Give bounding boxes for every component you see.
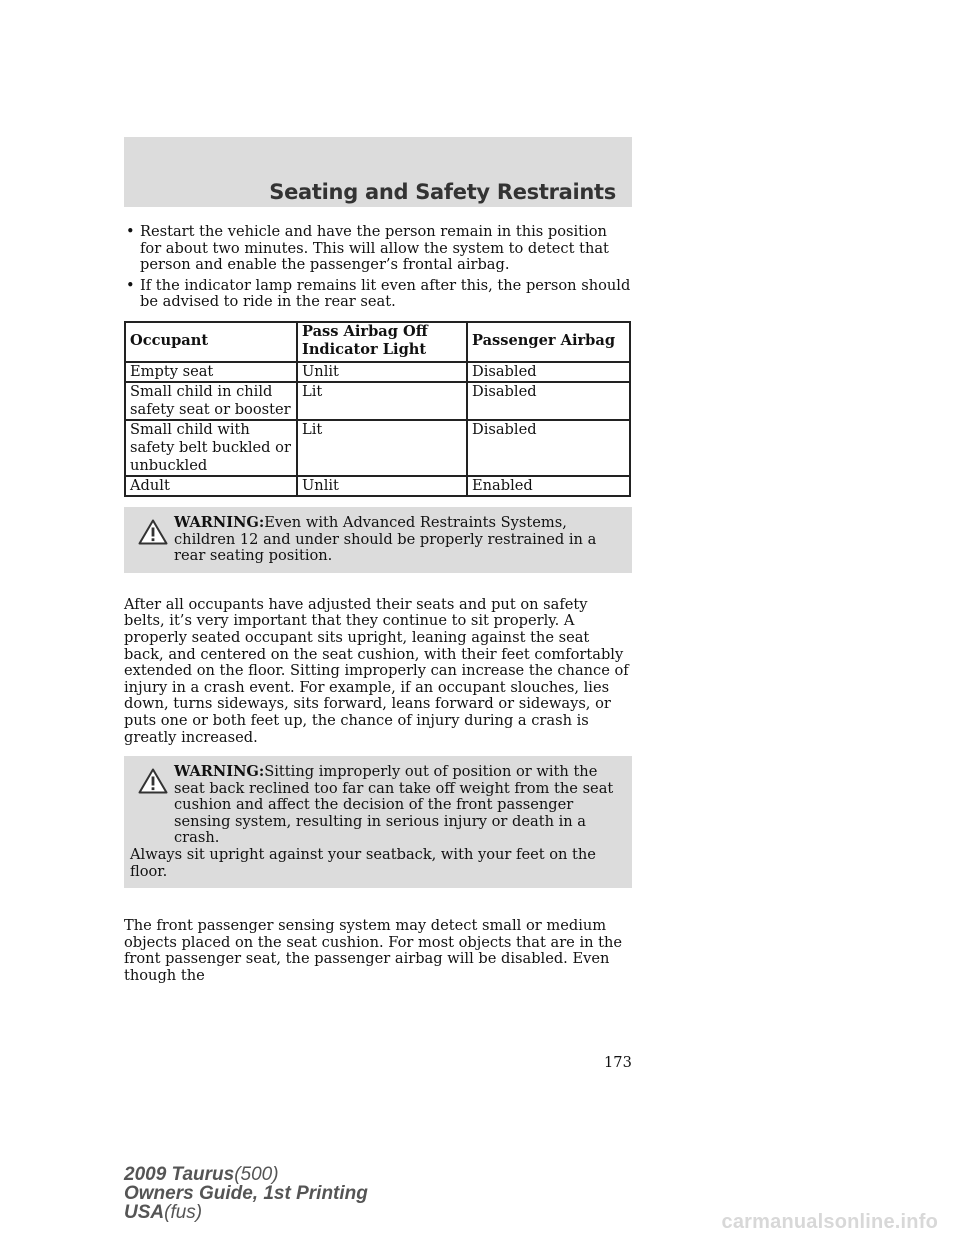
table-cell: Small child in child safety seat or booster xyxy=(125,382,297,420)
warning-triangle-icon xyxy=(138,768,168,794)
table-row xyxy=(125,476,630,496)
warning-text xyxy=(130,515,624,565)
warning-body: Even with Advanced Restraints Systems, children 12 and under should be properly restrained in a rear seating position. xyxy=(174,513,597,565)
table-cell: Lit xyxy=(297,420,467,476)
table-cell: Disabled xyxy=(467,382,630,420)
bullet-dot: • xyxy=(126,223,135,240)
warning-label: WARNING: xyxy=(174,513,265,531)
table-cell: Enabled xyxy=(467,476,630,496)
table-cell: Disabled xyxy=(467,420,630,476)
page-content xyxy=(124,224,632,985)
footer-guide: Owners Guide, 1st Printing xyxy=(124,1183,368,1204)
section-title: Seating and Safety Restraints xyxy=(269,180,616,204)
table-row xyxy=(125,382,630,420)
warning-triangle-icon xyxy=(138,519,168,545)
table-cell: Disabled xyxy=(467,362,630,382)
bullet-item xyxy=(124,278,632,311)
table-header-cell: Occupant xyxy=(125,322,297,362)
table-cell: Unlit xyxy=(297,476,467,496)
page-number: 173 xyxy=(604,1054,632,1071)
warning-label: WARNING: xyxy=(174,763,265,781)
bullet-text: Restart the vehicle and have the person remain in this position for about two minutes. This will allow the system to detect that person and enable the passenger’s frontal airbag. xyxy=(140,223,609,274)
section-header-band xyxy=(124,137,632,207)
footer-model-code: (500) xyxy=(234,1164,279,1185)
bullet-dot: • xyxy=(126,276,135,294)
table-row xyxy=(125,362,630,382)
warning-body: Sitting improperly out of position or with the seat back reclined too far can take off weight from the seat cushion and affect the decision of the front passenger sensing system, resulting in serious injury or death in a crash. xyxy=(174,763,614,847)
table-cell: Adult xyxy=(125,476,297,496)
table-cell: Small child with safety belt buckled or unbuckled xyxy=(125,420,297,476)
occupant-airbag-table xyxy=(124,321,631,497)
footer-market-code: (fus) xyxy=(164,1202,203,1223)
body-paragraph: The front passenger sensing system may detect small or medium objects placed on the seat cushion. For most objects that are in the front passenger seat, the passenger airbag will be disabled. Even though the xyxy=(124,917,623,985)
warning-text xyxy=(130,764,624,847)
table-cell: Unlit xyxy=(297,362,467,382)
table-header-cell: Passenger Airbag xyxy=(467,322,630,362)
table-header-cell: Pass Airbag Off Indicator Light xyxy=(297,322,467,362)
watermark-text: carmanualsonline.info xyxy=(721,1211,938,1233)
footer-model: 2009 Taurus xyxy=(124,1164,235,1185)
bullet-item xyxy=(124,224,632,274)
table-cell: Lit xyxy=(297,382,467,420)
warning-box xyxy=(124,507,632,573)
footer-market: USA xyxy=(124,1202,165,1223)
warning-box xyxy=(124,756,632,888)
table-row xyxy=(125,420,630,476)
table-header-row xyxy=(125,322,630,362)
table-cell: Empty seat xyxy=(125,362,297,382)
footer-print-info xyxy=(124,1165,368,1222)
body-paragraph: After all occupants have adjusted their seats and put on safety belts, it’s very important that they continue to sit properly. A properly seated occupant sits upright, leaning against the seat back, and centered on the seat cushion, with their feet comfortably extended on the floor. Sitting improperly can increase the chance of injury in a crash event. For example, if an occupant slouches, lies down, turns sideways, sits forward, leans forward or sideways, or puts one or both feet up, the chance of injury during a crash is greatly increased. xyxy=(124,595,629,746)
bullet-text: If the indicator lamp remains lit even after this, the person should be advised to ride in the rear seat. xyxy=(140,276,631,311)
warning-extra-text: Always sit upright against your seatback, with your feet on the floor. xyxy=(130,846,596,880)
